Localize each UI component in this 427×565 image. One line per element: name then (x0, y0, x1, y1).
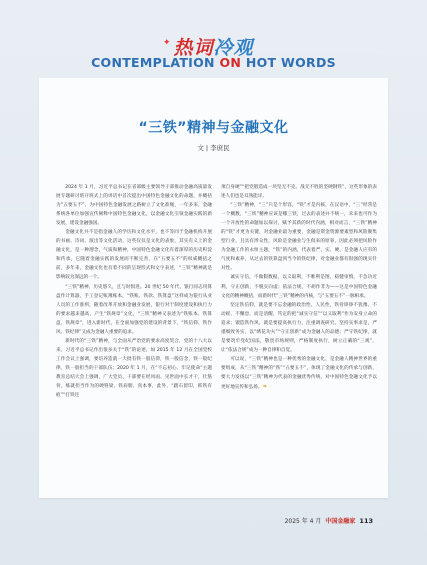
header-title-hot: 热词 (173, 37, 214, 59)
article-column-right (221, 183, 377, 392)
issue-date: 2025 年 4 月 (284, 518, 322, 525)
magazine-name: 中国金融家 (325, 518, 356, 525)
paragraph: 新时代的“三铁”精神，与全面从严治党的要求高度契合，党的十八大以来，习近平总书记作出很多关于“铁”的论述，如 2015 年 12 月在全国党校工作会议上强调，要培养造就一大批有铁一般信仰，铁一般信念，铁一般纪律，铁一般担当的干部队伍；2020 年 1 月，在“不忘初心、牢记使命”主题教育总结大会上强调，广大党员、干部要在经风雨、见世面中长才干，壮筋骨，练就担当作为的硬脊梁、铁肩膀、真本事，此外，“踏石留印，抓铁有痕”“打铁还 (56, 338, 212, 399)
subtitle-part-1: CONTEMPLATION (91, 55, 220, 70)
paragraph: 金融文化并不是指金融人的学历和文化水平，也不等同于金融机构开展的书画、诗词、演出等文化活动，这些仅仅是文化的表象，其实有义上的金融文化，是一种理念，气质和精神，中国特色金融文化有着深厚的历史积淀和传承，它随着金融实践的发展而不断完善，在“五要五不”的权威概括之前，多年来，金融文化也有着不同的呈现形式和文字表述，“三铁”精神就是影响较为深远的一个。 (56, 230, 212, 281)
page-footer (285, 516, 373, 525)
paragraph (221, 355, 377, 392)
header-title-cold: 冷观 (213, 37, 254, 59)
sparkle-icon: ✦ (163, 38, 171, 48)
column-header-subtitle (0, 55, 427, 70)
paragraph: 2024 年 1 月，习近平总书记在省部级主要领导干部推动金融高质量发展专题研讨班开班式上的讲话中首次提出中国特色金融文化的命题，并概括为“五要五不”，为中国特色金融发展之路树立了文化准绳，一年多来，金融系统各单位加强宣传阐释中国特色金融文化，以金融文化引领金融实践的新发展，建设金融强国。 (56, 185, 212, 227)
paragraph: “三铁”精神，“三”只是个形容，“铁”才是内核，在汉语中，“三”经常是一个概数，“三铁”精神应该是哪三铁，过去的表述并不统一，未来也可作为一个开放性的命题加以探讨，赋予其新的时代内涵，相对而言，“三铁”精神的“铁”才更为关键，对金融业最为重要，金融是资金资源要素型和风险聚集型行业，且具有涉众性，风险是金融业与生俱来的原罪，因此必须把风险作为金融工作的永恒主题，“铁”的内涵，代表着严、实、硬，是金融人应有的气度和素养，从过去的铁算盘到当今的铁纪律，对金融业都有很强的现实针对性。 (221, 203, 377, 272)
paragraph: 坚定铁信仰，就是要不忘金融的政治性、人民性，铁骨铮铮不犹豫、不动摇、不懈怠，而是清醒、笃定的把“诚实守信”“以义取利”作为安身立命的追求；锻造铁作风，就是要提高执行力，注重调查研究，坚持实事求是，严谨细致务实，以“绣花功夫”“守正创新”成为金融人的品德；严守铁纪律，就是要筑牢党纪国法，敬畏市场规则，严格制度执行，树立正确的“三观”，让“依法合规”成为一种自律和自觉。 (221, 302, 377, 353)
subtitle-part-2: HOT WORDS (241, 55, 336, 70)
page-number: 113 (359, 516, 373, 525)
article-author: 文 | 李庶民 (197, 144, 230, 152)
paragraph: 诚实守信，不做假数据，以义取利，不唯利是图，稳健审慎，不急功近利，守正创新，不脱实向虚；依法合规，不胡作非为——这是中国特色金融文化的精神概括，而新时代“三铁”精神的内核，与“五要五不”一脉相承。 (221, 275, 377, 299)
paragraph: 须自身硬”“把党锻造成一块坚无不克、战无不胜的坚硬钢铁”，这些形象的表述人们也是耳熟能详。 (221, 185, 377, 200)
subtitle-part-on: ON (219, 55, 242, 70)
article-column-left (56, 183, 212, 400)
paragraph: “三铁”精神，历史悠久，且与时俱进。20 世纪 50 年代，银行同志用算盘作计算器，手工登记账簿账本，“铁账、铁款、铁算盘”这样成为银行从业人员的工作准则，随着改革开放和金融业发展，银行对于制度建设和执行力的要求越来越高，产生“铁规章”文化，“三铁”精神又表述为“铁账本、铁算盘、铁规章”，进入新时代，在全面加强党的建设的背景下，“铁信仰、铁作风、铁纪律”又成为金融人重要的追求。 (56, 284, 212, 335)
paragraph-text: 可以说，“三铁”精神也是一种优秀的金融文化，是金融人精神世界的重要组成，从“三铁”精神的“铁”“五要五不”，体现了金融文化的传承与创新，要大力发扬以“三铁”精神为代表的金融优秀传统，对中国特色金融文化予以更好地宣传和弘扬。 (221, 356, 377, 391)
article-title: “三铁”精神与金融文化 (138, 120, 289, 136)
end-mark-icon: ❧ (262, 383, 268, 391)
